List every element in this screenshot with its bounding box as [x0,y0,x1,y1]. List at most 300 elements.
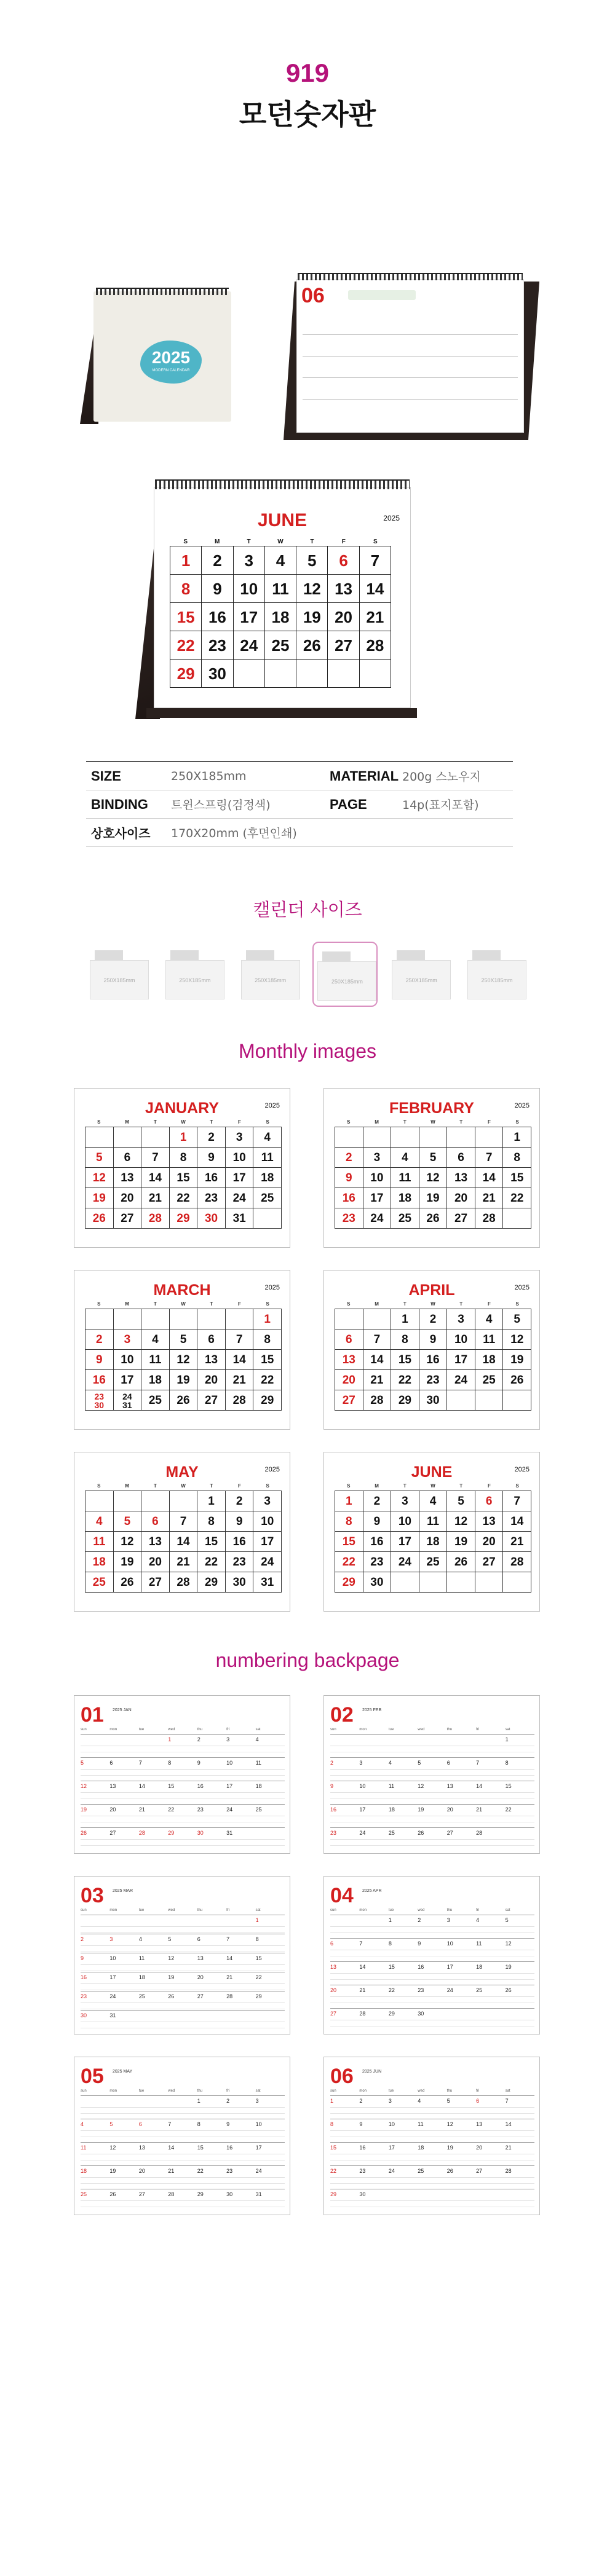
date-cell: 20 [114,1188,142,1208]
backpage-date: 20 [446,1806,453,1813]
date-cell: 2 [335,1148,363,1168]
dow-label: F [487,1483,491,1489]
date-cell: 20 [335,1370,363,1390]
date-cell: 10 [253,1511,282,1532]
date-cell: 26 [170,1390,198,1411]
date-cell: 30 [419,1390,448,1411]
backpage-date: 25 [255,1806,262,1813]
backpage-rows [81,1734,285,1851]
backpage-week-row [330,1781,534,1804]
date-cell: 17 [391,1532,419,1552]
date-cell: 9 [197,1148,226,1168]
backpage-week-row [81,1934,285,1953]
date-cell [335,1127,363,1148]
backpage-date: 27 [109,1830,116,1836]
date-cell: 17 [234,603,265,631]
date-cell: 24 [226,1188,254,1208]
backpage-date: 18 [138,1974,145,1980]
backpage-date: 19 [446,2145,453,2151]
backpage-date [476,2011,505,2031]
date-cell: 29 [170,1208,198,1229]
backpage-week-row [81,2119,285,2142]
date-cell: 14 [503,1511,531,1532]
date-cell: 18 [265,603,296,631]
backpage-week-row [330,1757,534,1781]
dow-label: fri [476,2089,480,2093]
backpage-date: 9 [330,1783,334,1789]
front-month-name: JUNE [257,510,308,530]
date-cell [114,1309,142,1329]
backpage-week-row [330,2119,534,2142]
backpage-week-row [330,1961,534,1985]
dow-label: S [266,1483,269,1489]
dow-label: F [487,1301,491,1307]
backpage-date [139,1917,168,1934]
date-cell: 19 [503,1350,531,1370]
dow-label: T [210,1119,213,1125]
date-cell: 5 [85,1148,114,1168]
backpage-date: 25 [476,1987,483,1993]
backpage-date: 15 [388,1964,395,1970]
month-card [323,1088,540,1248]
date-cell: 23 [335,1208,363,1229]
date-cell: 4 [253,1127,282,1148]
backpage-date: 7 [359,1940,363,1947]
front-year: 2025 [383,514,400,522]
backpage-date: 3 [109,1936,113,1942]
date-b: 31 [122,1400,132,1410]
dow-label: M [125,1119,129,1125]
date-cell: 16 [335,1188,363,1208]
date-cell: 15 [253,1350,282,1370]
date-cell: 22 [253,1370,282,1390]
month-card [323,1270,540,1430]
backpage-month: 2025 JAN [113,1708,132,1712]
dow-label: mon [359,2089,367,2093]
date-cell: 16 [85,1370,114,1390]
date-cell: 30 [202,660,233,688]
dow-label: sun [81,2089,87,2093]
backpage-date: 23 [226,2168,233,2174]
backpage-card [323,1876,540,2034]
spec-key: MATERIAL [330,768,399,784]
backpage-week-row [330,1827,534,1851]
backpage-card [74,1695,290,1854]
backpage-date: 6 [109,1760,113,1766]
backpage-date [256,1830,285,1851]
dow-label: wed [168,2089,175,2093]
month-card [74,1088,290,1248]
date-cell: 17 [253,1532,282,1552]
backpage-date: 25 [138,1993,145,1999]
backpage-date: 17 [226,1783,233,1789]
dow-label: T [459,1483,463,1489]
date-cell: 12 [170,1350,198,1370]
backpage-date: 21 [226,1974,233,1980]
backpage-date: 10 [226,1760,233,1766]
spec-row [86,790,513,819]
date-cell: 19 [114,1552,142,1572]
backpage-date: 22 [330,2168,337,2174]
dow-label: M [214,538,220,545]
backpage-date: 8 [168,1760,172,1766]
backpage-date: 27 [446,1830,453,1836]
front-date-grid [170,546,391,688]
dow-label: F [237,1301,241,1307]
backpage-date: 27 [197,1993,204,1999]
backpage-date: 11 [81,2145,87,2151]
backpage-date: 21 [476,1806,483,1813]
dow-label: S [347,1301,351,1307]
dow-label: W [181,1119,186,1125]
spec-key: 상호사이즈 [91,826,151,841]
date-cell: 23 [419,1370,448,1390]
backpage-number: 02 [330,1703,354,1727]
spec-value: 14p(표지포함) [402,798,479,812]
backpage-date: 5 [109,2121,113,2127]
dow-label: T [403,1119,407,1125]
date-cell: 28 [475,1208,504,1229]
backpage-date: 30 [359,2191,366,2197]
date-cell: 29 [170,660,202,688]
date-cell [363,1309,392,1329]
backpage-date: 5 [418,1760,421,1766]
date-cell: 5 [114,1511,142,1532]
backpage-week-row [81,1804,285,1827]
backpage-date: 23 [197,1806,204,1813]
date-cell: 13 [197,1350,226,1370]
date-cell [335,1309,363,1329]
backpage-rows [81,2095,285,2212]
month-card [323,1452,540,1612]
backpage-date [197,1917,226,1934]
spec-value: 250X185mm [171,769,247,783]
date-cell: 13 [114,1168,142,1188]
backpage-date: 14 [168,2145,175,2151]
backpage-date: 29 [330,2191,337,2197]
backpage-date: 7 [476,1760,480,1766]
backpage-photo-number: 06 [301,284,325,307]
date-cell [419,1572,448,1593]
backpage-dow-row [330,1908,534,1912]
backpage-date: 23 [359,2168,366,2174]
backpage-dow-row [330,1728,534,1731]
dow-label: W [430,1483,435,1489]
date-cell: 2 [85,1329,114,1350]
spec-value: 200g 스노우지 [402,770,481,784]
backpage-rows [81,1915,285,2029]
date-cell: 31 [253,1572,282,1593]
backpage-date: 9 [197,1760,200,1766]
dow-label: fri [476,1908,480,1912]
backpage-date: 21 [359,1987,366,1993]
date-cell: 25 [85,1572,114,1593]
backpage-date: 13 [446,1783,453,1789]
date-grid [335,1127,531,1229]
backpage-date: 18 [476,1964,483,1970]
backpage-week-row [330,2142,534,2165]
date-cell [475,1390,504,1411]
date-cell: 15 [335,1532,363,1552]
date-cell: 16 [363,1532,392,1552]
backpage-date: 15 [197,2145,204,2151]
date-cell: 1 [170,546,202,575]
date-cell [85,1491,114,1511]
date-cell [503,1390,531,1411]
backpage-date: 18 [418,2145,424,2151]
date-cell: 9 [226,1511,254,1532]
date-cell: 4 [141,1329,170,1350]
date-cell: 20 [197,1370,226,1390]
month-name: APRIL [408,1282,455,1299]
dow-label: thu [446,2089,453,2093]
backpage-date: 17 [388,2145,395,2151]
backpage-dow-row [81,1728,285,1731]
backpage-date [109,1917,138,1934]
date-cell: 1 [197,1491,226,1511]
date-cell [170,1491,198,1511]
backpage-date: 12 [446,2121,453,2127]
dow-label: sat [505,1728,510,1731]
dow-label: sat [505,2089,510,2093]
date-cell: 20 [141,1552,170,1572]
backpage-week-row [81,1781,285,1804]
date-cell: 8 [503,1148,531,1168]
date-cell: 21 [360,603,391,631]
date-cell [141,1127,170,1148]
dow-label: S [97,1483,101,1489]
dow-label: T [153,1301,157,1307]
date-cell: 13 [447,1168,475,1188]
backpage-card [74,1876,290,2034]
date-cell: 6 [114,1148,142,1168]
backpage-date [81,2098,109,2119]
backpage-date: 9 [226,2121,230,2127]
product-title: 모던숫자판 [239,98,376,131]
backpage-date: 24 [109,1993,116,1999]
dow-label: mon [109,2089,117,2093]
date-cell: 1 [253,1309,282,1329]
date-cell: 16 [419,1350,448,1370]
month-year: 2025 [264,1284,280,1291]
dow-row [335,1483,531,1489]
backpage-date: 10 [255,2121,262,2127]
backpage-date: 29 [168,1830,175,1836]
date-cell: 29 [253,1390,282,1411]
date-cell: 6 [328,546,359,575]
backpage-date: 5 [505,1917,509,1923]
backpage-date [389,2191,418,2212]
date-cell: 28 [226,1390,254,1411]
date-cell: 25 [475,1370,504,1390]
dow-label: T [153,1119,157,1125]
backpage-date: 26 [109,2191,116,2197]
dow-label: T [210,1483,213,1489]
dow-label: wed [418,2089,425,2093]
dow-label: sat [255,1908,261,1912]
backpage-date: 10 [359,1783,366,1789]
dow-label: S [183,538,188,545]
date-cell: 9 [335,1168,363,1188]
backpage-date: 25 [418,2168,424,2174]
size-thumb[interactable] [464,942,529,1007]
dow-label: sat [255,1728,261,1731]
size-thumb-selected[interactable] [312,942,378,1007]
dow-label: mon [359,1728,367,1731]
dow-label: T [403,1301,407,1307]
backpage-date: 31 [109,2012,116,2019]
date-cell: 8 [170,575,202,603]
dow-label: T [247,538,251,545]
backpage-date: 21 [505,2145,512,2151]
backpage-date: 17 [109,1974,116,1980]
backpage-date: 2 [81,1936,84,1942]
date-cell: 27 [475,1552,504,1572]
date-cell: 21 [141,1188,170,1208]
dow-label: W [181,1483,186,1489]
backpage-date: 3 [388,2098,392,2104]
backpage-date: 26 [446,2168,453,2174]
backpage-dow-row [81,2089,285,2093]
date-cell: 18 [253,1168,282,1188]
date-cell: 6 [335,1329,363,1350]
date-cell: 2 [363,1491,392,1511]
backpage-date: 28 [168,2191,175,2197]
date-cell [197,1309,226,1329]
dow-row [335,1301,531,1307]
backpage-date: 26 [168,1993,175,1999]
month-year: 2025 [514,1284,530,1291]
backpage-date: 26 [81,1830,87,1836]
backpage-date [447,2191,476,2212]
backpage-date [139,2098,168,2119]
backpage-date: 12 [109,2145,116,2151]
dow-label: W [430,1301,435,1307]
date-cell: 14 [226,1350,254,1370]
date-cell: 5 [170,1329,198,1350]
date-cell: 5 [503,1309,531,1329]
dow-label: sun [330,1728,336,1731]
backpage-date [506,2011,534,2031]
dow-label: sun [81,1728,87,1731]
date-cell: 27 [328,631,359,660]
date-cell: 12 [419,1168,448,1188]
size-thumb-caption: 250X185mm [405,977,437,983]
size-thumb[interactable] [162,942,227,1007]
date-cell: 17 [447,1350,475,1370]
size-thumb[interactable] [388,942,453,1007]
dow-row [335,1119,531,1125]
backpage-date [168,2012,197,2029]
dow-label: mon [109,1908,117,1912]
date-cell: 16 [197,1168,226,1188]
backpage-date [81,1736,109,1757]
date-cell [85,1309,114,1329]
date-cell: 21 [170,1552,198,1572]
front-calendar-photo [135,473,418,725]
dow-label: sun [81,1908,87,1912]
date-cell: 22 [170,631,202,660]
date-cell: 21 [503,1532,531,1552]
date-cell: 10 [234,575,265,603]
date-cell: 26 [503,1370,531,1390]
dow-label: wed [418,1908,425,1912]
date-cell: 29 [197,1572,226,1593]
dow-label: fri [226,2089,230,2093]
backpage-date: 16 [81,1974,87,1980]
backpage-week-row [81,2095,285,2119]
backpage-date: 1 [505,1736,509,1743]
backpage-date: 3 [446,1917,450,1923]
dow-label: wed [418,1728,425,1731]
backpage-date [476,1736,505,1757]
backpage-date: 15 [255,1955,262,1961]
date-cell: 3 [447,1309,475,1329]
date-a: 24 [122,1392,132,1401]
dow-label: tue [388,1908,394,1912]
date-cell: 12 [85,1168,114,1188]
date-cell [226,1309,254,1329]
backpage-date: 14 [226,1955,233,1961]
backpage-date: 12 [418,1783,424,1789]
backpage-date: 8 [505,1760,509,1766]
date-cell: 10 [391,1511,419,1532]
backpage-date [359,1917,388,1938]
size-thumb[interactable] [237,942,303,1007]
spec-row [86,762,513,790]
backpage-date: 11 [138,1955,145,1961]
backpage-date: 17 [359,1806,366,1813]
date-cell: 12 [447,1511,475,1532]
date-cell: 16 [202,603,233,631]
backpage-week-row [330,1985,534,2008]
date-cell [234,660,265,688]
month-year: 2025 [264,1466,280,1473]
backpage-date: 21 [168,2168,175,2174]
backpage-week-row [81,1972,285,1991]
date-grid [85,1491,282,1593]
date-cell [360,660,391,688]
dow-label: S [347,1483,351,1489]
dow-row [85,1119,282,1125]
backpage-date: 19 [418,1806,424,1813]
date-cell: 3 [226,1127,254,1148]
month-name: MAY [165,1463,199,1481]
date-a: 23 [94,1392,105,1401]
backpage-date: 23 [81,1993,87,1999]
dow-label: T [210,1301,213,1307]
date-cell: 26 [85,1208,114,1229]
date-cell: 1 [170,1127,198,1148]
backpage-section-title: numbering backpage [215,1649,400,1671]
backpage-date [418,1736,446,1757]
backpage-date: 28 [138,1830,145,1836]
date-cell: 6 [197,1329,226,1350]
backpage-date [226,2012,255,2029]
size-thumb-caption: 250X185mm [331,979,363,985]
size-thumb[interactable] [86,942,151,1007]
date-cell: 26 [114,1572,142,1593]
backpage-date: 8 [388,1940,392,1947]
date-cell [503,1208,531,1229]
date-cell: 19 [170,1370,198,1390]
date-cell [328,660,359,688]
dow-label: thu [446,1728,453,1731]
date-cell: 27 [141,1572,170,1593]
date-cell: 9 [85,1350,114,1370]
dow-label: S [515,1483,519,1489]
backpage-date: 12 [168,1955,175,1961]
